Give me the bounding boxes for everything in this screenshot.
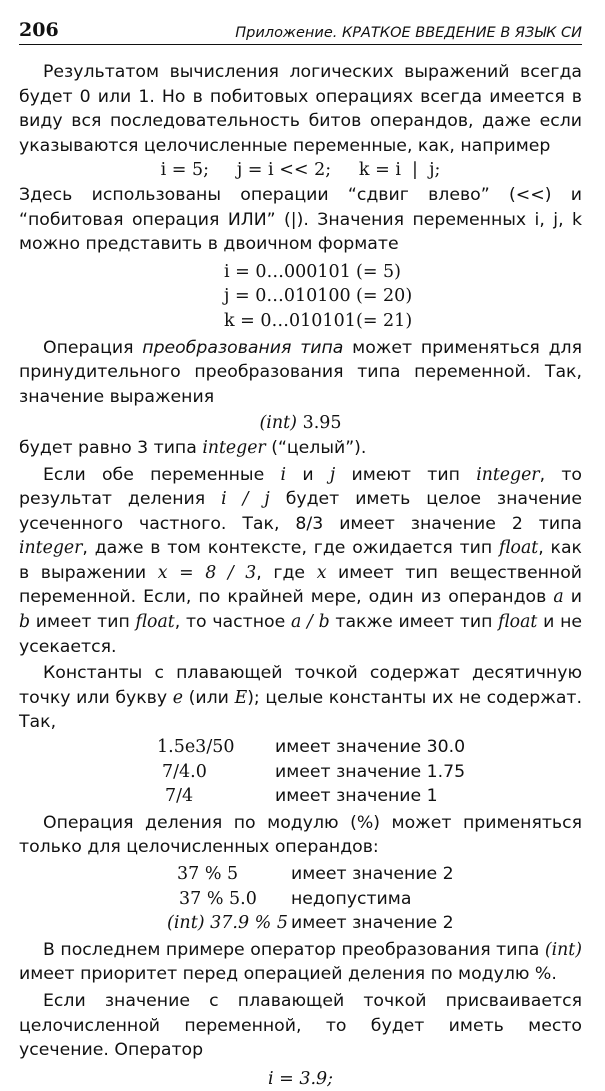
page-number: 206 (19, 19, 59, 41)
text-run: В последнем примере оператор преобразования типа (43, 939, 545, 960)
equation-text: i = 3.9; (267, 1068, 334, 1089)
binary-lhs: k = 0…010101 (224, 310, 356, 331)
text-run: и (286, 464, 330, 485)
example-row (19, 735, 582, 760)
paragraph-cast-result (19, 436, 582, 461)
text-run: также имеет тип (329, 612, 499, 633)
binary-lhs: i = 0…000101 (224, 261, 351, 282)
example-row (19, 760, 582, 785)
example-expression: (int) 37.9 % 5 (167, 913, 288, 934)
binary-row (224, 284, 582, 309)
example-result: недопустима (291, 888, 412, 909)
variable: a (553, 587, 564, 608)
paragraph-truncation: Если значение с плавающей точкой присваивается целочисленной переменной, то будет иметь место усечение. Оператор (19, 990, 582, 1061)
expression: x = 8 / 3 (157, 562, 257, 583)
variable: i (280, 464, 287, 485)
text-run: (“целый”). (265, 437, 367, 458)
example-expression: 37 % 5 (177, 864, 239, 884)
text-run: будет иметь целое значение усеченного частного. Так, 8/3 имеет значение 2 типа (19, 489, 582, 534)
emphasis-term: преобразования типа (142, 337, 344, 358)
letter: e (172, 687, 183, 708)
paragraph-type-cast (19, 336, 582, 410)
example-row (19, 887, 582, 912)
type-name: integer (202, 437, 266, 458)
binary-row (224, 260, 582, 285)
paragraph-modulo: Операция деления по модулю (%) может применяться только для целочисленных операндов: (19, 812, 582, 858)
text-run: и не усекается. (19, 612, 583, 657)
equation-assignment (19, 1067, 582, 1091)
cast-keyword: (int) (544, 939, 582, 960)
text-run: будет равно 3 типа (19, 437, 203, 458)
equation-text: i = 5; j = i << 2; k = i | j; (160, 160, 441, 181)
text-run: имеет приоритет перед операцией деления по модулю %. (19, 964, 557, 985)
expression: a / b (290, 612, 330, 633)
page-header (19, 0, 582, 45)
equation-shift-or (19, 158, 582, 183)
example-expression: 37 % 5.0 (179, 888, 257, 909)
text-run: , даже в том контексте, где ожидается тип (82, 538, 500, 559)
paragraph-shift-explanation: Здесь использованы операции “сдвиг влево” (<<) и “побитовая операция ИЛИ” (|). Значения переменных i, j, k можно представить в двоичном формате (19, 184, 582, 255)
example-expression: 7/4 (165, 786, 194, 807)
text-run: Константы с плавающей точкой содержат десятичную точку или букву (19, 663, 582, 708)
text-run: , то результат деления (19, 464, 582, 510)
expression: i / j (221, 489, 270, 510)
text-run: может применяться для принудительного преобразования типа переменной. Так, значение выражения (19, 337, 582, 407)
example-result: имеет значение 1 (275, 786, 438, 807)
paragraph-logical-results: Результатом вычисления логических выражений всегда будет 0 или 1. Но в побитовых операциях всегда имеется в виду вся последовательность битов операндов, даже если указываются целочисленные переменные, как, например (19, 62, 582, 156)
binary-row (224, 309, 582, 334)
text-run: Если обе переменные (43, 464, 281, 485)
paragraph-integer-division (19, 463, 582, 660)
cast-keyword: (int) (259, 413, 298, 434)
variable: x (316, 562, 327, 583)
text-run: и (563, 587, 583, 608)
text-run: ); целые константы их не содержат. Так, (19, 687, 582, 733)
modulo-examples-table (19, 862, 582, 936)
variable: j (329, 464, 336, 485)
type-name: float (135, 612, 175, 633)
text-run: имеет тип (30, 612, 136, 633)
paragraph-cast-priority (19, 938, 582, 987)
binary-decimal: (= 20) (356, 286, 413, 307)
equation-cast-example (19, 411, 582, 436)
text-run: имеют тип (335, 464, 477, 485)
paragraph-float-constants (19, 661, 582, 735)
float-examples-table (19, 735, 582, 809)
type-name: integer (19, 538, 83, 559)
binary-values-block (19, 260, 582, 334)
type-name: integer (476, 464, 540, 485)
text-run: , как в выражении (19, 538, 582, 583)
example-row (19, 862, 582, 887)
cast-number: 3.95 (297, 413, 342, 434)
example-result: имеет значение 2 (291, 864, 454, 884)
example-result: имеет значение 1.75 (275, 761, 466, 782)
example-row (19, 784, 582, 809)
binary-decimal: (= 21) (356, 310, 413, 331)
type-name: float (499, 538, 539, 559)
letter: E (234, 687, 248, 708)
text-run: , то частное (174, 612, 291, 633)
text-run: имеет тип вещественной переменной. Если, по крайней мере, один из операндов (19, 562, 582, 608)
example-result: имеет значение 30.0 (275, 737, 466, 758)
variable: b (19, 612, 31, 633)
example-expression: 1.5e3/50 (157, 737, 235, 758)
text-run: Операция (43, 337, 143, 358)
example-result: имеет значение 2 (291, 913, 454, 934)
binary-lhs: j = 0…010100 (224, 286, 351, 307)
running-title: Приложение. КРАТКОЕ ВВЕДЕНИЕ В ЯЗЫК СИ (235, 25, 582, 41)
example-row (19, 911, 582, 936)
binary-decimal: (= 5) (356, 261, 402, 282)
text-run: (или (182, 687, 235, 708)
text-run: , где (256, 562, 317, 583)
example-expression: 7/4.0 (162, 761, 207, 782)
type-name: float (498, 612, 538, 633)
